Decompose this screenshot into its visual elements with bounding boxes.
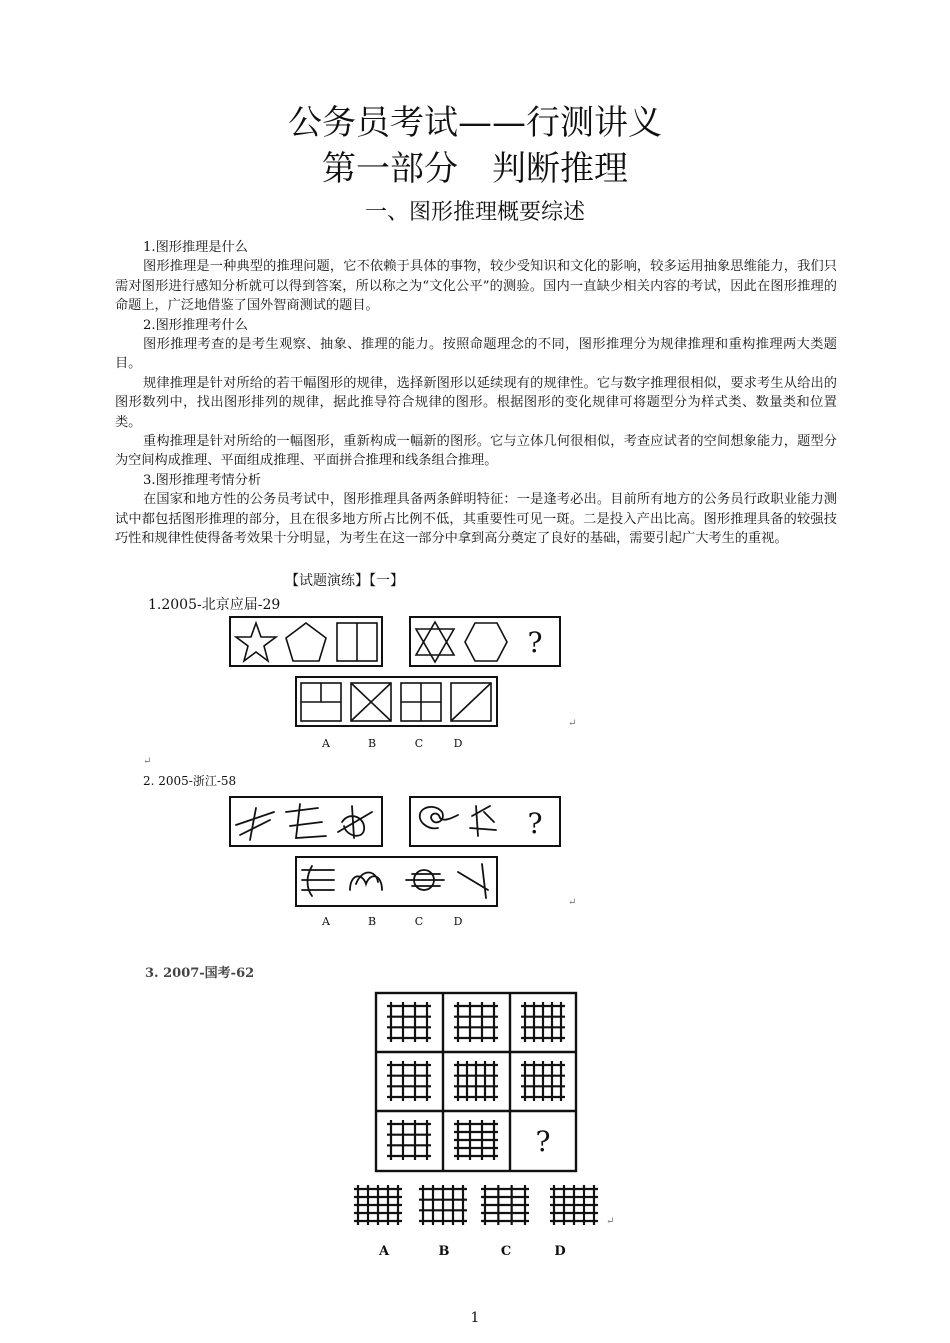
question-mark: ? [527, 626, 543, 659]
option-c-label: C [414, 915, 424, 928]
option-b-label: B [438, 1244, 450, 1259]
practice-heading: 【试题演练】【一】 [285, 573, 404, 589]
return-mark: ↵ [143, 756, 152, 767]
question-2-label: 2. 2005-浙江-58 [143, 774, 237, 788]
stroke-figure-4 [470, 806, 496, 836]
option-figure [354, 1185, 402, 1225]
option-a-label: A [322, 737, 330, 750]
star-icon [236, 623, 276, 661]
stroke-figure-1 [236, 808, 274, 840]
paragraph-2: 图形推理考查的是考生观察、抽象、推理的能力。按照命题理念的不同，图形推理分为规律推理和重构推理两大类题目。 [115, 337, 837, 372]
grid-glyph [454, 1120, 498, 1160]
grid-glyph [454, 1002, 498, 1042]
return-mark: ↵ [568, 897, 577, 908]
option-c-label: C [414, 737, 424, 750]
question-mark: ? [527, 807, 543, 840]
q2-figure [230, 797, 576, 928]
heading-3: 3.图形推理考情分析 [143, 472, 262, 488]
grid-glyph [387, 1120, 431, 1160]
q3-figure [354, 993, 614, 1259]
option-a-label: A [378, 1244, 390, 1259]
return-mark: ↵ [568, 718, 577, 729]
option-d-label: D [453, 737, 463, 750]
paragraph-4: 重构推理是针对所给的一幅图形，重新构成一幅新的图形。它与立体几何很相似，考查应试者的空间想象能力，题型分为空间构成推理、平面组成推理、平面拼合推理和线条组合推理。 [115, 434, 837, 469]
option-d-label: D [554, 1244, 566, 1259]
option-d-figure [458, 864, 488, 898]
page-title: 公务员考试——行测讲义 [288, 103, 662, 143]
part-title: 第一部分 判断推理 [322, 149, 628, 189]
q2-options-box [296, 857, 497, 906]
heading-2: 2.图形推理考什么 [143, 317, 248, 333]
paragraph-3: 规律推理是针对所给的若干幅图形的规律，选择新图形以延续现有的规律性。它与数字推理很相似，要求考生从给出的图形数列中，找出图形排列的规律，据此推导符合规律的图形。根据图形的变化规律可将题型分为样式类、数量类和位置类。 [115, 375, 837, 430]
spiral-figure [420, 807, 458, 828]
heading-1: 1.图形推理是什么 [143, 240, 248, 255]
question-1-label: 1.2005-北京应届-29 [148, 597, 281, 613]
option-a-figure [302, 866, 334, 896]
option-b-label: B [367, 915, 377, 928]
paragraph-1: 图形推理是一种典型的推理问题，它不依赖于具体的事物，较少受知识和文化的影响，较多运用抽象思维能力，我们只需对图形进行感知分析就可以得到答案，所以称之为“文化公平”的测验。国内一直缺少相关内容的考试，因此在图形推理的命题上，广泛地借鉴了国外智商测试的题目。 [115, 259, 837, 314]
return-mark: ↵ [606, 1216, 615, 1227]
q1-figure [143, 617, 576, 767]
paragraph-5: 在国家和地方性的公务员考试中，图形推理具备两条鲜明特征：一是逢考必出。目前所有地方的公务员行政职业能力测试中都包括图形推理的部分，且在很多地方所占比例不低，其重要性可见一斑。二是投入产出比高。图形推理具备的较强技巧性和规律性使得备考效果十分明显，为考生在这一部分中拿到高分奠定了良好的基础，需要引起广大考生的重视。 [115, 492, 837, 547]
grid-glyph [521, 1002, 565, 1042]
option-c-figure [406, 874, 444, 886]
option-b-figure [350, 873, 382, 891]
option-figure [550, 1185, 598, 1225]
q1-box-left [230, 617, 382, 666]
grid-glyph [454, 1061, 498, 1101]
section-title: 一、图形推理概要综述 [364, 200, 585, 225]
page-number: 1 [470, 1310, 480, 1326]
grid-glyph [387, 1061, 431, 1101]
option-d-label: D [453, 915, 463, 928]
option-figure [481, 1185, 529, 1225]
grid-glyph [521, 1061, 565, 1101]
hexagon-icon [465, 623, 507, 661]
pentagon-icon [286, 623, 326, 661]
question-mark: ? [535, 1125, 551, 1158]
option-a-label: A [322, 915, 330, 928]
grid-glyph [387, 1002, 431, 1042]
stroke-figure-2 [286, 804, 326, 838]
option-b-label: B [367, 737, 377, 750]
stroke-figure-3 [338, 806, 372, 838]
option-figure [419, 1185, 467, 1225]
grid-cells [354, 1002, 598, 1225]
option-c-label: C [500, 1244, 512, 1259]
question-3-label: 3. 2007-国考-62 [145, 966, 255, 981]
